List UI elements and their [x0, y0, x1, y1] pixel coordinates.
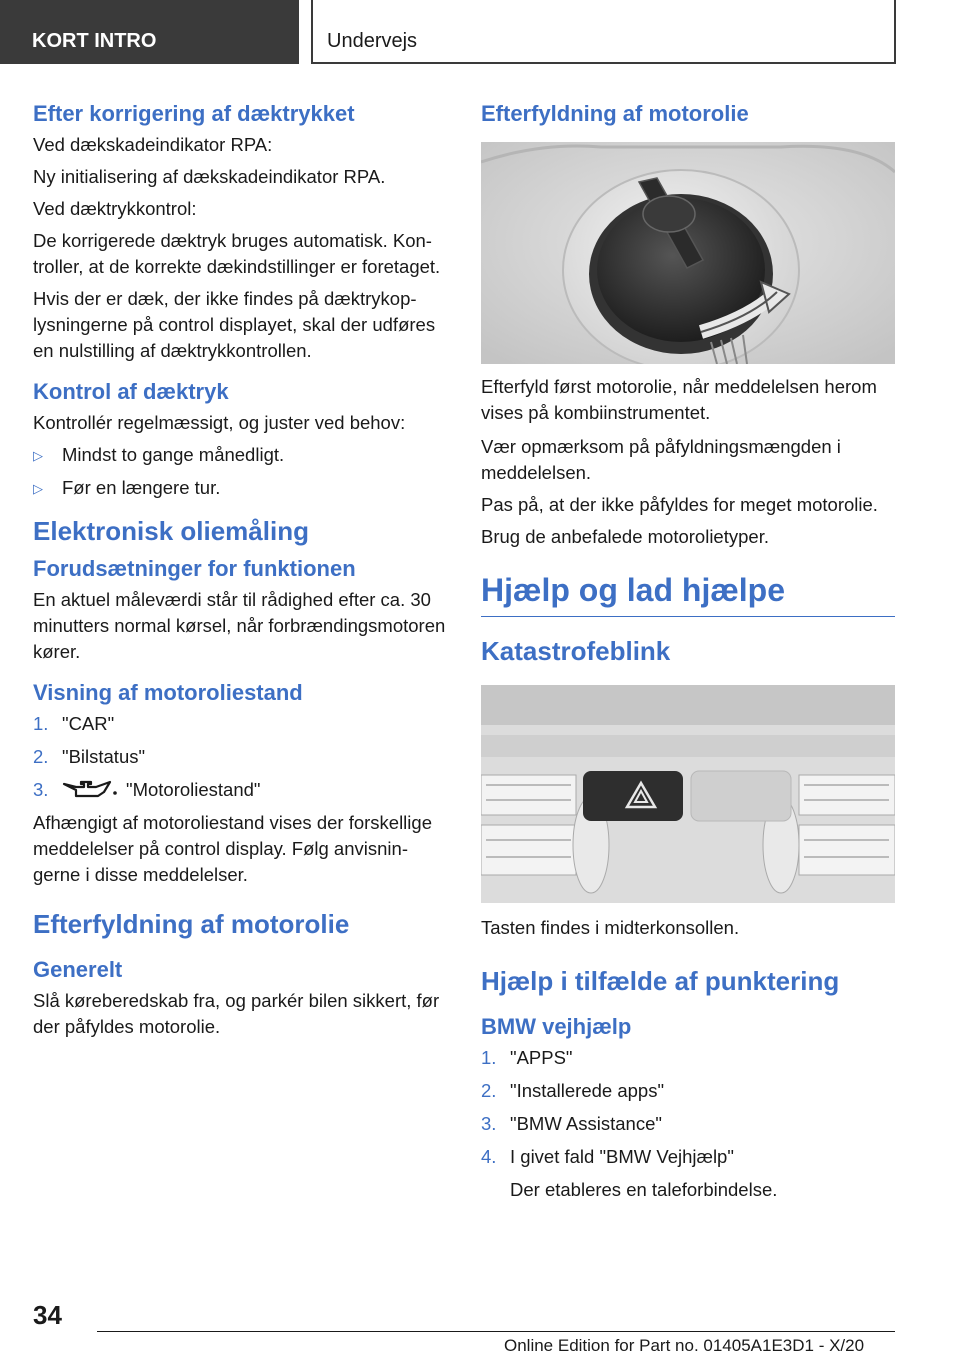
heading-puncture: Hjælp i tilfælde af punktering [481, 966, 840, 996]
page-number: 34 [33, 1300, 62, 1330]
triangle-right-icon: ▷ [33, 481, 43, 496]
display-text: Afhængigt af motoroliestand vises der forskellige meddelelser på control display. Følg anvisningerne i disse meddelelser. [33, 812, 432, 885]
bmw-sub-text: Der etableres en taleforbindelse. [510, 1179, 778, 1200]
tpm-label: Ved dæktrykkontrol: [33, 198, 197, 219]
list-item: 1. "APPS" [481, 1047, 573, 1068]
list-item: 1. "CAR" [33, 713, 115, 734]
list-item: 3. "Motoroliestand" [33, 779, 261, 800]
bmw-steps [481, 1045, 895, 1203]
list-item: 3. "BMW Assistance" [481, 1113, 662, 1134]
list-item: 4. I givet fald "BMW Vejhjælp" Der etableres en taleforbindelse. [481, 1144, 895, 1203]
refill-text-1: Efterfyld først motorolie, når meddelelsen herom vises på kombiinstrumentet. [481, 376, 877, 423]
general-text: Slå køreberedskab fra, og parkér bilen sikkert, før der påfyldes motorolie. [33, 990, 440, 1037]
footer-divider [97, 1331, 895, 1332]
footer-edition: Online Edition for Part no. 01405A1E3D1 - X/20 [504, 1336, 865, 1355]
right-column [481, 100, 895, 1210]
left-column [33, 100, 448, 1046]
heading-after-correction: Efter korrigering af dæktrykket [33, 101, 355, 126]
triangle-right-icon: ▷ [33, 448, 43, 463]
tpm-text: De korrigerede dæktryk bruges automatisk. Kontroller, at de korrekte dækindstillinger er foretaget. [33, 230, 441, 277]
oil-cap-image [481, 142, 895, 364]
display-steps [33, 711, 448, 803]
hazard-button-image [481, 685, 895, 903]
rpa-label: Ved dækskadeindikator RPA: [33, 134, 273, 155]
chapter-title: Undervejs [327, 30, 418, 52]
chapter-box [311, 0, 896, 64]
heading-general: Generelt [33, 957, 123, 982]
heading-electronic-oil: Elektronisk oliemåling [33, 516, 309, 546]
heading-prerequisites: Forudsætninger for funktionen [33, 556, 356, 581]
list-item: 2. "Installerede apps" [481, 1080, 665, 1101]
rpa-text: Ny initialisering af dækskadeindikator RPA. [33, 166, 386, 187]
heading-refill-left: Efterfyldning af motorolie [33, 909, 350, 939]
section-tab [0, 0, 299, 64]
list-item: ▷ Før en længere tur. [33, 475, 448, 501]
heading-help: Hjælp og lad hjælpe [481, 570, 895, 617]
list-item: 2. "Bilstatus" [33, 746, 146, 767]
check-intro: Kontrollér regelmæssigt, og juster ved behov: [33, 412, 406, 433]
check-list [33, 442, 448, 501]
heading-hazard: Katastrofeblink [481, 636, 671, 666]
refill-text-4: Brug de anbefalede motorolietyper. [481, 526, 769, 547]
heading-oil-display: Visning af motoroliestand [33, 680, 303, 705]
section-title: KORT INTRO [32, 30, 157, 52]
heading-refill-right: Efterfyldning af motorolie [481, 101, 749, 126]
refill-text-3: Pas på, at der ikke påfyldes for meget motorolie. [481, 494, 878, 515]
list-item: ▷ Mindst to gange månedligt. [33, 442, 448, 468]
heading-bmw-roadside: BMW vejhjælp [481, 1014, 632, 1039]
prereq-text: En aktuel måleværdi står til rådighed efter ca. 30 minutters normal kørsel, når forbrændingsmotoren kører. [33, 589, 446, 662]
tpm-reset-text: Hvis der er dæk, der ikke findes på dæktrykoplysningerne på control displayet, skal der udføres en nulstilling af dæktrykkontrollen. [33, 288, 436, 361]
oil-can-icon [62, 778, 118, 800]
heading-check-pressure: Kontrol af dæktryk [33, 379, 229, 404]
refill-text-2: Vær opmærksom på påfyldningsmængden i meddelelsen. [481, 436, 841, 483]
hazard-text: Tasten findes i midterkonsollen. [481, 917, 740, 938]
